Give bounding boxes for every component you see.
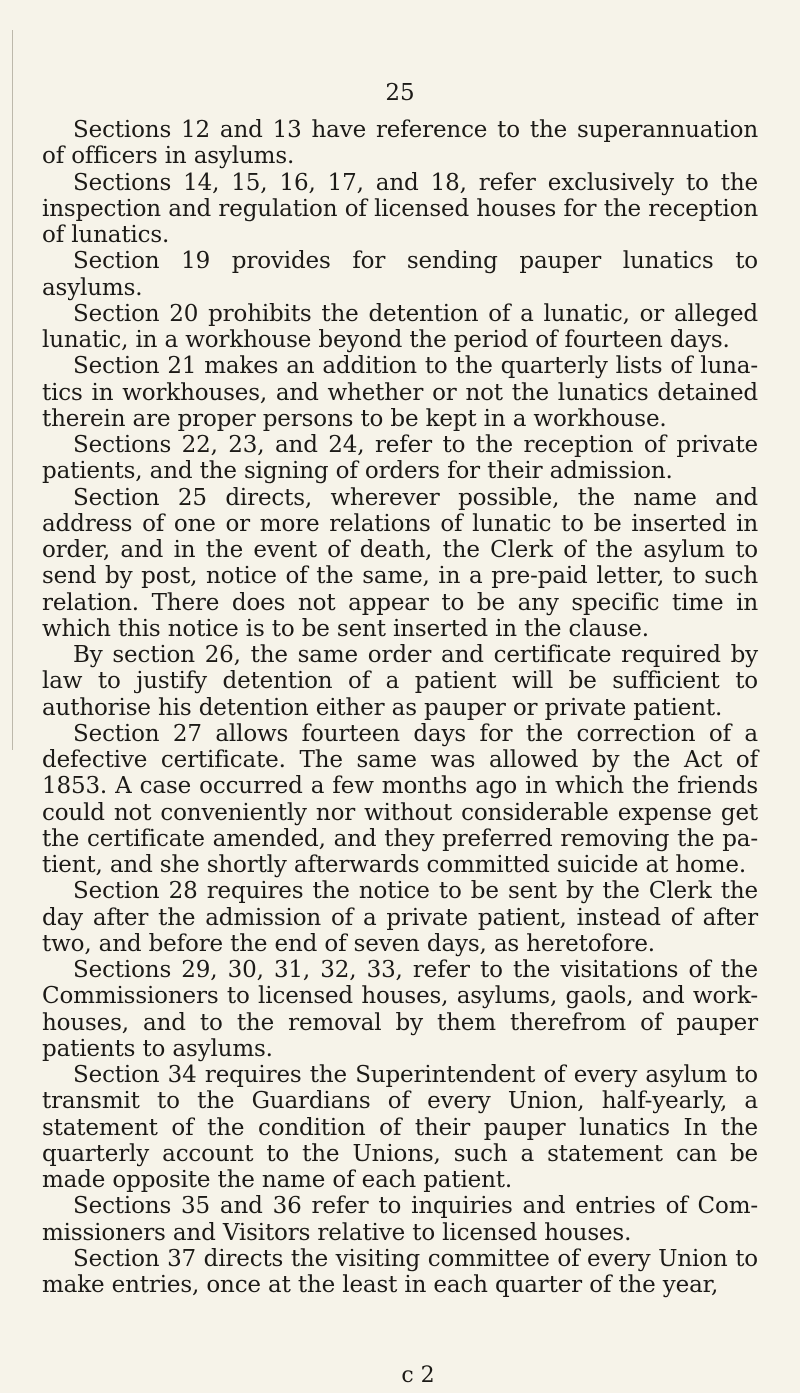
paragraph: Section 25 directs, wherever possible, the name and address of one or more relations of lunatic to be inserted in order, and in the event of death, the Clerk of the asylum to send by post, notice of the same, in a pre-paid letter, to such relation. There does not appear to be any specific time in which this notice is to be sent inserted in the clause. bbox=[42, 484, 758, 642]
paragraph: Section 27 allows fourteen days for the correction of a defective certificate. The same was allowed by the Act of 1853. A case occurred a few months ago in which the friends could not conveniently nor without considerable expense get the certificate amended, and they preferred removing the pa- tient, and she shortly afterwards committed suicide at home. bbox=[42, 720, 758, 878]
paragraph: Section 19 provides for sending pauper lunatics to asylums. bbox=[42, 248, 758, 301]
paragraph: Sections 29, 30, 31, 32, 33, refer to the visitations of the Commissioners to licensed houses, asylums, gaols, and work- houses, and to the removal by them therefrom of pauper patients to asylums. bbox=[42, 957, 758, 1062]
paragraph: Section 20 prohibits the detention of a lunatic, or alleged lunatic, in a workhouse beyond the period of fourteen days. bbox=[42, 300, 758, 353]
paragraph: Sections 14, 15, 16, 17, and 18, refer exclusively to the inspection and regulation of licensed houses for the reception of lunatics. bbox=[42, 169, 758, 248]
paragraph: Sections 35 and 36 refer to inquiries and entries of Com- missioners and Visitors relative to licensed houses. bbox=[42, 1193, 758, 1246]
binding-edge-line bbox=[12, 30, 13, 750]
paragraph: Section 34 requires the Superintendent of every asylum to transmit to the Guardians of every Union, half-yearly, a statement of the condition of their pauper lunatics In the quarterly account to the Unions, such a statement can be made opposite the name of each patient. bbox=[42, 1062, 758, 1193]
paragraph: Sections 22, 23, and 24, refer to the reception of private patients, and the signing of orders for their admission. bbox=[42, 432, 758, 485]
paragraph: Section 37 directs the visiting committee of every Union to make entries, once at the least in each quarter of the year, bbox=[42, 1245, 758, 1298]
paragraph: Sections 12 and 13 have reference to the superannuation of officers in asylums. bbox=[42, 117, 758, 170]
paragraph: By section 26, the same order and certificate required by law to justify detention of a patient will be sufficient to authorise his detention either as pauper or private patient. bbox=[42, 642, 758, 721]
page-number: 25 bbox=[385, 80, 415, 106]
signature-mark: c 2 bbox=[401, 1363, 435, 1388]
body-text bbox=[42, 117, 758, 1298]
paragraph: Section 21 makes an addition to the quarterly lists of luna- tics in workhouses, and whether or not the lunatics detained therein are proper persons to be kept in a workhouse. bbox=[42, 353, 758, 432]
paragraph: Section 28 requires the notice to be sent by the Clerk the day after the admission of a private patient, instead of after two, and before the end of seven days, as heretofore. bbox=[42, 878, 758, 957]
